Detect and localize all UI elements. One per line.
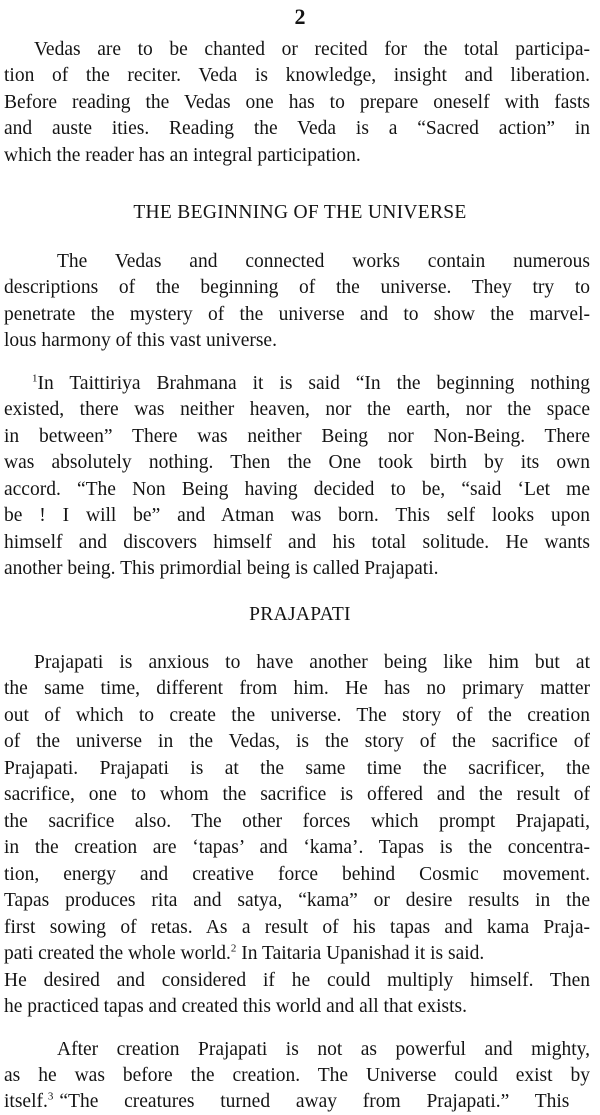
text-span: In Taitaria Upanishad it is said.	[236, 943, 485, 964]
text-line: himself and discovers himself and his total solitude. He wants	[4, 532, 590, 553]
section-heading-prajapati: PRAJAPATI	[249, 604, 351, 625]
text-line: He desired and considered if he could multiply himself. Then	[4, 970, 590, 991]
text-line: lous harmony of this vast universe.	[4, 330, 277, 351]
text-line: Tapas produces rita and satya, “kama” or desire results in the	[4, 890, 590, 911]
text-line: Before reading the Vedas one has to prepare oneself with fasts	[4, 92, 590, 113]
text-line: The Vedas and connected works contain numerous	[57, 251, 590, 272]
text-line: out of which to create the universe. The story of the creation	[4, 705, 590, 726]
text-line: be ! I will be” and Atman was born. This self looks upon	[4, 505, 590, 526]
footnote-marker: 2	[230, 942, 237, 955]
text-line: of the universe in the Vedas, is the story of the sacrifice of	[4, 731, 590, 752]
text-line	[4, 1089, 590, 1115]
text-line	[4, 941, 590, 967]
text-line: After creation Prajapati is not as powerful and mighty,	[57, 1039, 590, 1060]
section-heading-beginning: THE BEGINNING OF THE UNIVERSE	[133, 202, 467, 223]
text-line: was absolutely nothing. Then the One took birth by its own	[4, 452, 590, 473]
text-line: accord. “The Non Being having decided to be, “said ‘Let me	[4, 479, 590, 500]
page-number: 2	[294, 4, 306, 29]
text-line: as he was before the creation. The Universe could exist by	[4, 1065, 590, 1086]
text-line: penetrate the mystery of the universe and to show the marvel-	[4, 304, 590, 325]
footnote-marker: 3	[47, 1090, 54, 1103]
text-span: In Taittiriya Brahmana it is said “In the beginning nothing	[37, 373, 590, 394]
text-line: sacrifice, one to whom the sacrifice is offered and the result of	[4, 784, 590, 805]
text-line: Prajapati is anxious to have another being like him but at	[34, 652, 590, 673]
text-line: descriptions of the beginning of the universe. They try to	[4, 277, 590, 298]
text-span: itself.	[4, 1091, 48, 1112]
text-line: in the creation are ‘tapas’ and ‘kama’. Tapas is the concentra-	[4, 837, 590, 858]
text-line: which the reader has an integral participation.	[4, 145, 361, 166]
text-span: “The creatures turned away from Prajapati.” This	[59, 1091, 570, 1112]
text-line	[32, 371, 590, 397]
text-line: and auste ities. Reading the Veda is a “Sacred action” in	[4, 118, 590, 139]
text-line: in between” There was neither Being nor Non-Being. There	[4, 426, 590, 447]
text-line: Vedas are to be chanted or recited for the total participa-	[34, 39, 590, 60]
text-span: pati created the whole world.	[4, 943, 231, 964]
text-line: another being. This primordial being is called Prajapati.	[4, 558, 439, 579]
text-line: the sacrifice also. The other forces which prompt Prajapati,	[4, 811, 590, 832]
text-line: tion of the reciter. Veda is knowledge, insight and liberation.	[4, 65, 590, 86]
footnote-marker: 1	[32, 372, 38, 385]
text-line: Prajapati. Prajapati is at the same time the sacrificer, the	[4, 758, 590, 779]
text-line: he practiced tapas and created this world and all that exists.	[4, 996, 467, 1017]
text-line: tion, energy and creative force behind Cosmic movement.	[4, 864, 590, 885]
text-line: first sowing of retas. As a result of his tapas and kama Praja-	[4, 917, 590, 938]
text-line: the same time, different from him. He has no primary matter	[4, 678, 590, 699]
text-line: existed, there was neither heaven, nor the earth, nor the space	[4, 399, 590, 420]
